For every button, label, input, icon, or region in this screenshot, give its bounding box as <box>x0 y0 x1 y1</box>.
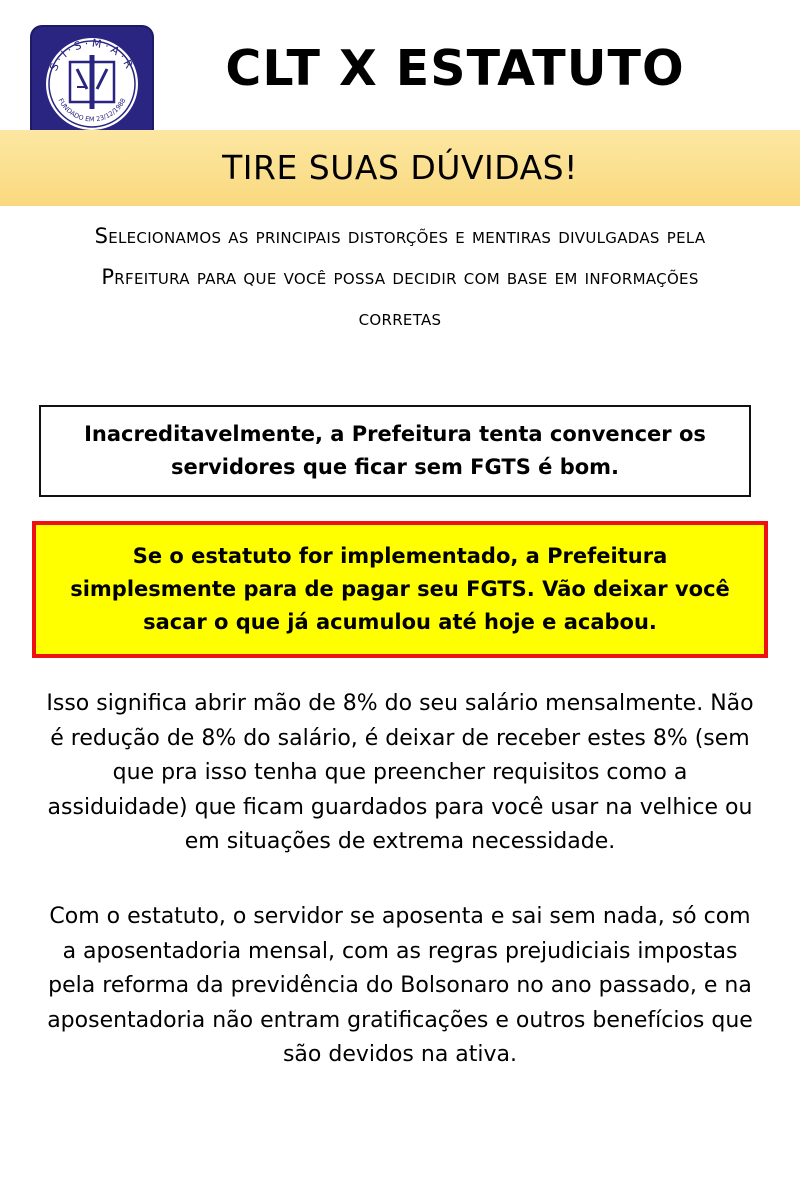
logo-bottom-text: FUNDADO EM 23/12/1988 <box>56 97 128 124</box>
sismar-seal-icon <box>32 27 152 140</box>
intro-text: Selecionamos as principais distorções e mentiras divulgadas pela Prfeitura para que você possa decidir com base em informações corretas <box>94 224 706 330</box>
paragraph-fgts: Isso significa abrir mão de 8% do seu salário mensalmente. Não é redução de 8% do salário, é deixar de receber estes 8% (sem que pra isso tenha que preencher requisitos como a assiduidade) que ficam guardados para você usar na velhice ou em situações de extrema necessidade. <box>46 691 754 854</box>
page-title: CLT X ESTATUTO <box>225 40 685 97</box>
banner <box>0 130 800 206</box>
claim-text: Inacreditavelmente, a Prefeitura tenta convencer os servidores que ficar sem FGTS é bom. <box>84 422 706 479</box>
claim-box <box>39 405 751 497</box>
logo-top-text: S·I·S·M·A·R <box>47 36 137 74</box>
alert-text: Se o estatuto for implementado, a Prefeitura simplesmente para de pagar seu FGTS. Vão deixar você sacar o que já acumulou até hoje e acabou. <box>70 544 730 634</box>
sismar-logo <box>32 27 152 140</box>
banner-text: TIRE SUAS DÚVIDAS! <box>222 148 578 187</box>
paragraph-retirement: Com o estatuto, o servidor se aposenta e sai sem nada, só com a aposentadoria mensal, com as regras prejudiciais impostas pela reforma da previdência do Bolsonaro no ano passado, e na aposentadoria não entram gratificações e outros benefícios que são devidos na ativa. <box>47 904 753 1067</box>
alert-box <box>32 521 768 658</box>
